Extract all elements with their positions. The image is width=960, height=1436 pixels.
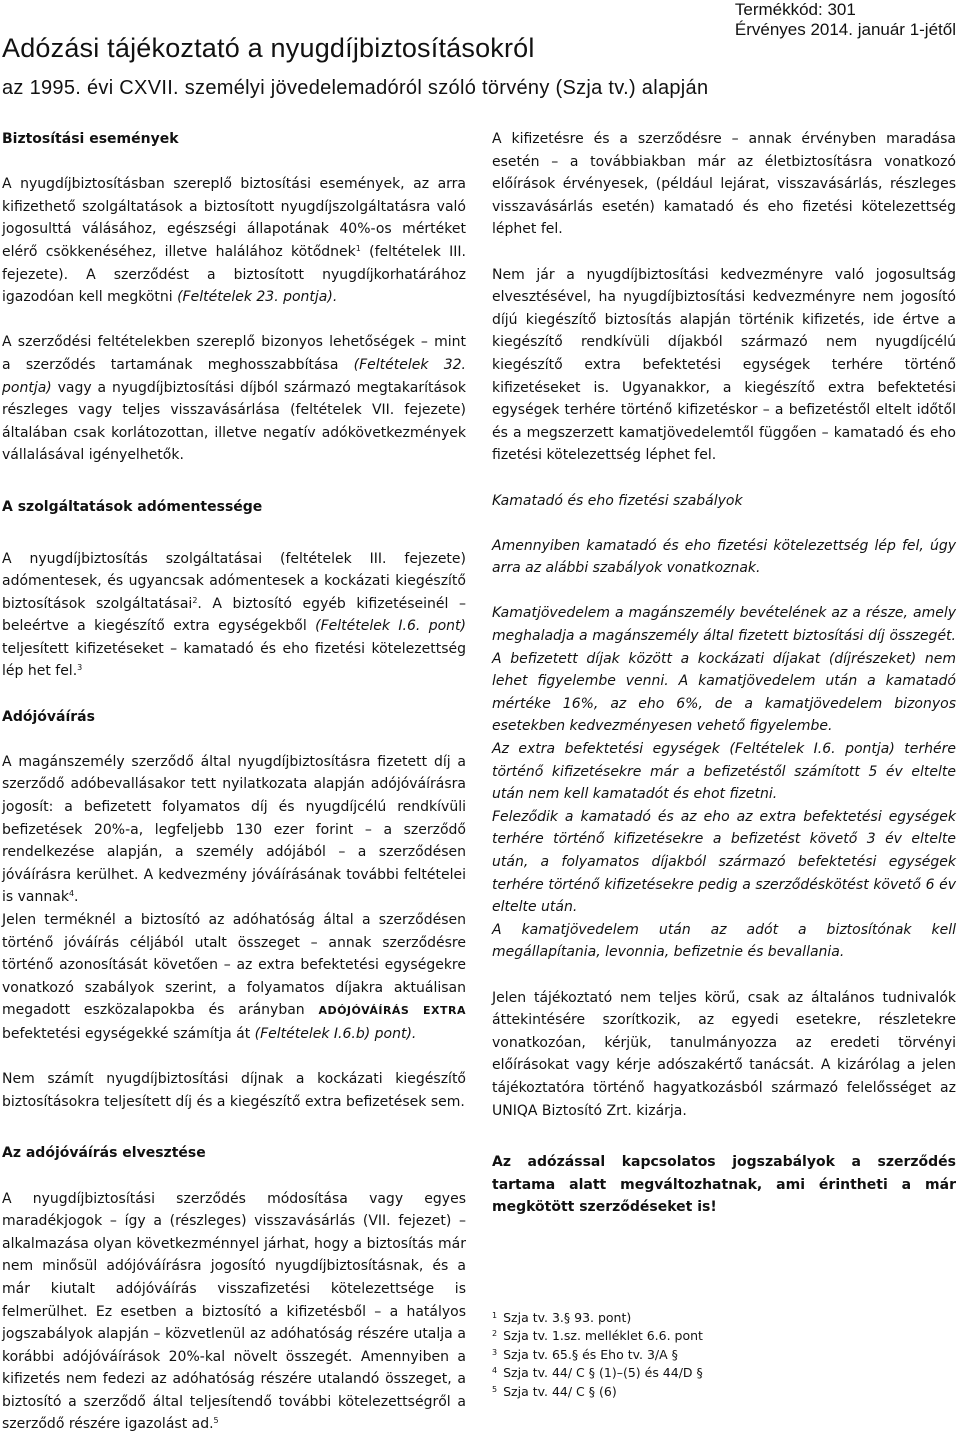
paragraph-contract-options: A szerződési feltételekben szereplő bizonyos lehetőségek – mint a szerződés tartamának meghosszabbítása (Feltételek 32. pontja) vagy a nyugdíjbiztosítási díjból származó megtakarítások részleges vagy teljes visszavásárlása (feltételek VII. fejezete) általában csak korlátozottan, illetve negatív adókövetkezmények vállalásával igényelhetők.	[2, 334, 466, 464]
paragraph-extra-units: Az extra befektetési egységek (Feltételek I.6. pontja) terhére történő kifizetésekre már a befizetéstől számított 5 év eltelte után nem kell kamatadót és ehot fizetni.	[492, 741, 956, 803]
paragraph-insurer-duty: A kamatjövedelem után az adót a biztosítónak kell megállapítania, levonnia, befizetnie és bevallania.	[492, 921, 956, 961]
footnote: $^1$ Szja tv. 3.§ 93. pont)	[492, 1310, 632, 1325]
paragraph-warning: Az adózással kapcsolatos jogszabályok a szerződés tartama alatt megváltozhatnak, ami érintheti a már megkötött szerződéseket is!	[492, 1154, 956, 1216]
paragraph-supplementary: Nem jár a nyugdíjbiztosítási kedvezményre való jogosultság elvesztésével, ha nyugdíjbiztosítási kedvezményre nem jogosító díjú kiegészítő biztosítás alapján történik kifizetés, ide értve a kiegészítő rendkívüli díjakból származó nem nyugdíjcélú kiegészítő extra befektetési egységek terhére történő kifizetéseket is. Ugyanakkor, a kiegészítő extra befektetési egységek terhére történő kifizetéskor – a befizetéstől eltelt időtől és a megszerzett kamatjövedelemtől függően – kamatadó és eho fizetési kötelezettség léphet fel.	[492, 266, 956, 464]
heading-insurance-events: Biztosítási események	[2, 131, 179, 147]
paragraph-interest-income: Kamatjövedelem a magánszemély bevételének az a része, amely meghaladja a magánszemély által fizetett biztosítási díj összegét. A befizetett díjak között a kockázati díjakat (díjrészeket) nem lehet figyelembe venni. A kamatjövedelem után a kamatadó mértéke 16%, az eho 6%, de a kamatjövedelem bizonyos esetekben kedvezményesen vehető figyelembe.	[492, 605, 956, 735]
paragraph-credit-allocation: Jelen terméknél a biztosító az adóhatóság által a szerződésen történő jóváírás céljából utalt összeget – annak szerződésre történő azonosítását követően – az extra befektetési egységekre vonatkozó szabályok szerint, a folyamatos díjakra aktuálisan megadott eszközalapokba és arányban ADÓJÓVÁÍRÁS EXTRA befektetési egységekké számítja át (Feltételek I.6.b) pont).	[2, 912, 466, 1042]
paragraph-excluded-premiums: Nem számít nyugdíjbiztosítási díjnak a kockázati kiegészítő biztosításokra teljesített díj és a kiegészítő extra befizetések sem.	[2, 1071, 466, 1110]
document-title: Adózási tájékoztató a nyugdíjbiztosításokról	[2, 33, 535, 63]
footnote: $^5$ Szja tv. 44/ C § (6)	[492, 1383, 617, 1399]
paragraph-disclaimer: Jelen tájékoztató nem teljes körű, csak az általános tudnivalók áttekintésére szorítkozik, az egyedi esetekre, részletekre vonatkozóan, kérjük, tanulmányozza az eredeti törvényi előírásokat vagy kérje adószakértő tanácsát. A kizárólag a jelen tájékoztatóra történő hagyatkozásból származó felelősséget az UNIQA Biztosító Zrt. kizárja.	[492, 989, 956, 1119]
paragraph-tax-exemption: A nyugdíjbiztosítás szolgáltatásai (feltételek III. fejezete) adómentesek, és ugyancsak adómentesek a kockázati kiegészítő biztosítások szolgáltatásai$^2$. A biztosító egyéb kifizetéseinél – beleértve a kiegészítő extra egységekből (Feltételek I.6. pont) teljesített kifizetéseket – kamatadó és eho fizetési kötelezettség lép het fel.$^3$	[2, 550, 466, 680]
heading-interest-tax-rules: Kamatadó és eho fizetési szabályok	[492, 492, 743, 509]
footnote: $^3$ Szja tv. 65.§ és Eho tv. 3/A §	[492, 1346, 678, 1362]
heading-credit-loss: Az adójóváírás elvesztése	[2, 1145, 206, 1162]
heading-tax-credit: Adójóváírás	[2, 708, 95, 725]
footnotes	[492, 1309, 956, 1401]
product-code: Termékkód: 301	[734, 0, 856, 19]
heading-tax-exemption: A szolgáltatások adómentessége	[2, 498, 263, 515]
paragraph-rules-intro: Amennyiben kamatadó és eho fizetési kötelezettség lép fel, úgy arra az alábbi szabályok vonatkoznak.	[492, 537, 956, 577]
paragraph-payout-rules: A kifizetésre és a szerződésre – annak érvényben maradása esetén – a továbbiakban már az életbiztosításra vonatkozó előírások érvényesek, (például lejárat, visszavásárlás, részleges visszavásárlás esetén) kamatadó és eho fizetési kötelezettség léphet fel.	[492, 131, 956, 238]
paragraph-credit-loss: A nyugdíjbiztosítási szerződés módosítása vagy egyes maradékjogok – így a (részleges) visszavásárlás (VII. fejezet) – alkalmazása olyan következménnyel járhat, hogy a biztosítás már nem minősül adójóváírásra jogosító nyugdíjbiztosításnak, és a már kiutalt adójóváírás visszafizetési kötelezettsége is felmerülhet. Ez esetben a biztosító a kifizetésből – a hatályos jogszabályok alapján – közvetlenül az adóhatóság részére utalja a korábbi adójóváírások 20%-kal növelt összegét. Amennyiben a kifizetés nem fedezi az adóhatóság részére utalandó összeget, a biztosító a szerződő által teljesítendő további kötelezettségről a szerződő részére igazolást ad.$^5$	[2, 1190, 466, 1433]
right-column	[492, 128, 956, 1219]
document-meta	[735, 0, 956, 40]
document-header	[0, 0, 960, 112]
paragraph-tax-credit: A magánszemély szerződő által nyugdíjbiztosításra fizetett díj a szerződő adóbevallásakor tett nyilatkozata alapján adójóváírásra jogosít: a befizetett folyamatos díj és nyugdíjcélú rendkívüli befizetések 20%-a, legfeljebb 130 ezer forint – a szerződő rendelkezése alapján, a személy adójából – a szerződésen jóváírásra kerülhet. A kedvezmény jóváírásának további feltételei is vannak$^4$.	[2, 753, 466, 906]
paragraph-insurance-events: A nyugdíjbiztosításban szereplő biztosítási események, az arra kifizethető szolgáltatások a biztosított nyugdíjszolgáltatásra való jogosulttá válásához, egészségi állapotának 40%-os mértéket elérő csökkenéséhez, illetve halálához kötődnek$^1$ (feltételek III. fejezete). A szerződést a biztosított nyugdíjkorhatárához igazodóan kell megkötni (Feltételek 23. pontja).	[2, 176, 467, 306]
valid-from: Érvényes 2014. január 1-jétől	[734, 20, 956, 39]
footnote: $^4$ Szja tv. 44/ C § (1)–(5) és 44/D §	[492, 1365, 703, 1381]
footnote: $^2$ Szja tv. 1.sz. melléklet 6.6. pont	[492, 1328, 703, 1344]
left-column	[2, 128, 466, 1436]
document-subtitle: az 1995. évi CXVII. személyi jövedelemadóról szóló törvény (Szja tv.) alapján	[2, 77, 709, 99]
paragraph-halving: Feleződik a kamatadó és az eho az extra befektetési egységek terhére történő kifizetésekre a befizetést követő 3 év eltelte után, a folyamatos díjakból származó befektetési egységek terhére történő kifizetésekre pedig a szerződéskötést követő 6 év eltelte után.	[492, 808, 956, 916]
